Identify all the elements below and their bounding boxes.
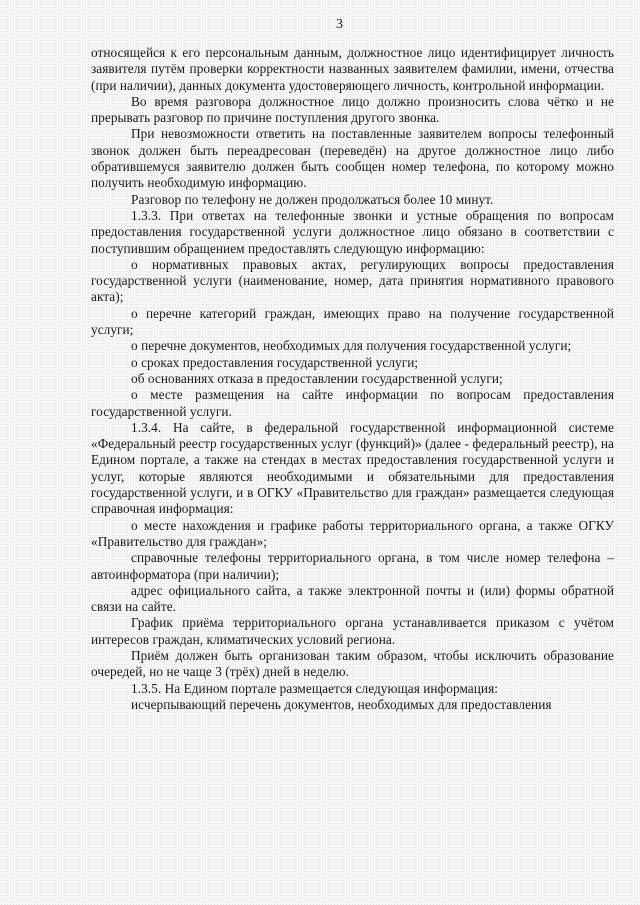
paragraph: исчерпывающий перечень документов, необходимых для предоставления [131,696,552,712]
paragraph: о перечне документов, необходимых для получения государственной услуги; [131,338,572,354]
paragraph: о месте нахождения и графике работы территориального органа, а также ОГКУ «Правительство для граждан»; [91,517,614,549]
paragraph: Разговор по телефону не должен продолжаться более 10 минут. [131,191,494,207]
paragraph: адрес официального сайта, а также электронной почты и (или) формы обратной связи на сайте. [91,582,614,615]
paragraph: Во время разговора должностное лицо должно произносить слова чётко и не прерывать разговор по причине поступления другого звонка. [91,93,614,126]
page-number: 3 [336,17,343,32]
paragraph: о месте размещения на сайте информации по вопросам предоставления государственной услуги. [91,387,614,419]
paragraph: При невозможности ответить на поставленные заявителем вопросы телефонный звонок должен быть переадресован (переведён) на другое должностное лицо либо обратившемуся заявителю должен быть сообщен номер телефона, по которому можно получить необходимую информацию. [91,126,614,191]
paragraph: об основаниях отказа в предоставлении государственной услуги; [131,370,503,386]
paragraph: График приёма территориального органа устанавливается приказом с учётом интересов граждан, климатических условий региона. [91,615,614,647]
paragraph: 1.3.5. На Едином портале размещается следующая информация: [131,680,499,696]
paragraph: 1.3.4. На сайте, в федеральной государственной информационной системе «Федеральный реестр государственных услуг (функций)» (далее - федеральный реестр), на Едином портале, а также на стендах в местах предоставления государственной услуги и услуг, которые являются необходимыми и обязательными для предоставления государственной услуги, и в ОГКУ «Правительство для граждан» размещается следующая справочная информация: [91,419,614,517]
paragraph: Приём должен быть организован таким образом, чтобы исключить образование очередей, но не чаще 3 (трёх) дней в неделю. [91,647,614,680]
paragraph: о нормативных правовых актах, регулирующих вопросы предоставления государственной услуги (наименование, номер, дата принятия нормативного правового акта); [91,256,614,305]
paragraph: о сроках предоставления государственной услуги; [131,354,419,370]
paragraph: 1.3.3. При ответах на телефонные звонки и устные обращения по вопросам предоставления государственной услуги должностное лицо обязано в соответствии с поступившим обращением предоставлять следующую информацию: [91,207,614,256]
paragraph: о перечне категорий граждан, имеющих право на получение государственной услуги; [91,305,614,338]
paragraph: справочные телефоны территориального органа, в том числе номер телефона – автоинформатора (при наличии); [91,550,614,582]
document-body [91,45,614,713]
paragraph: относящейся к его персональным данным, должностное лицо идентифицирует личность заявителя путём проверки корректности названных заявителем фамилии, имени, отчества (при наличии), данных документа удостоверяющего личность, контрольной информации. [91,45,614,93]
